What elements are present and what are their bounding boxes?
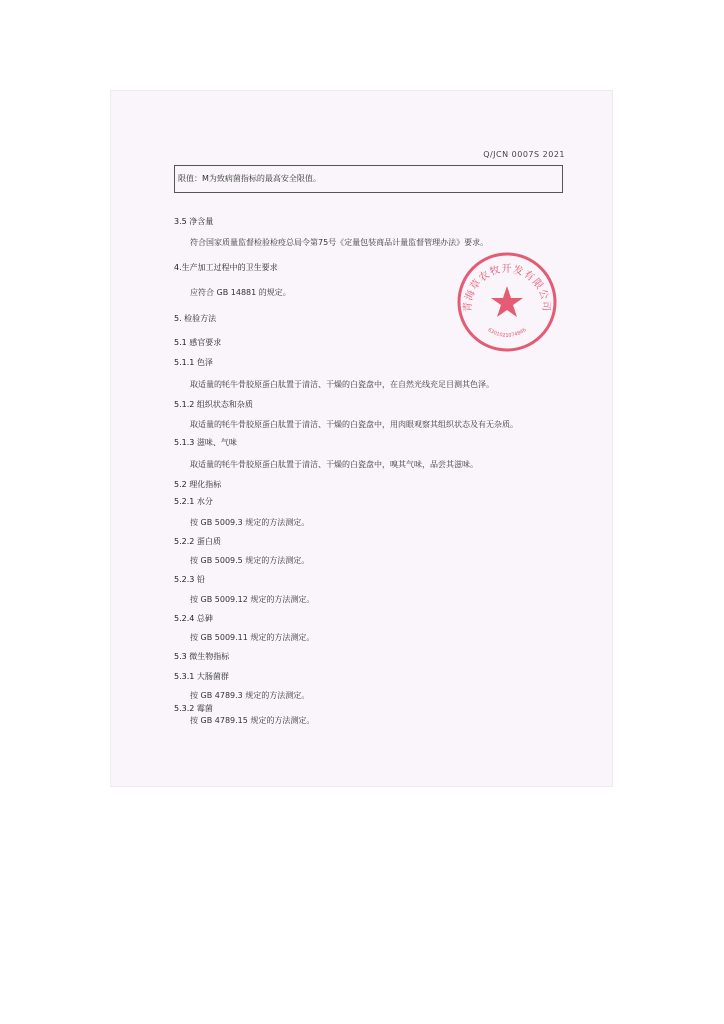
- standard-number: Q/JCN 0007S 2021: [483, 150, 565, 159]
- paragraph: 应符合 GB 14881 的规定。: [190, 288, 291, 297]
- paragraph: 取适量的牦牛骨胶原蛋白肽置于清洁、干燥的白瓷盘中，在自然光线充足目测其色泽。: [190, 380, 494, 389]
- note-text: 限值：M为致病菌指标的最高安全限值。: [178, 174, 321, 183]
- note-box: [174, 165, 563, 193]
- section-5-2-heading: 5.2 理化指标: [174, 480, 222, 489]
- paragraph: 按 GB 5009.12 规定的方法测定。: [190, 595, 315, 604]
- section-5-3-2-heading: 5.3.2 霉菌: [174, 704, 213, 713]
- section-5-2-1-heading: 5.2.1 水分: [174, 497, 213, 506]
- paragraph: 取适量的牦牛骨胶原蛋白肽置于清洁、干燥的白瓷盘中，用肉眼观察其组织状态及有无杂质。: [190, 420, 518, 429]
- section-5-2-3-heading: 5.2.3 铅: [174, 575, 205, 584]
- paragraph: 符合国家质量监督检验检疫总局令第75号《定量包装商品计量监督管理办法》要求。: [190, 238, 489, 247]
- paragraph: 按 GB 5009.5 规定的方法测定。: [190, 556, 310, 565]
- section-4-heading: 4.生产加工过程中的卫生要求: [174, 263, 278, 272]
- paragraph: 按 GB 5009.11 规定的方法测定。: [190, 633, 315, 642]
- section-5-1-2-heading: 5.1.2 组织状态和杂质: [174, 400, 253, 409]
- section-5-1-1-heading: 5.1.1 色泽: [174, 358, 213, 367]
- section-3-5-heading: 3.5 净含量: [174, 217, 214, 226]
- section-5-3-1-heading: 5.3.1 大肠菌群: [174, 672, 229, 681]
- company-seal-stamp: [455, 250, 559, 354]
- paragraph: 按 GB 4789.3 规定的方法测定。: [190, 691, 310, 700]
- section-5-1-3-heading: 5.1.3 滋味、气味: [174, 438, 237, 447]
- paragraph: 按 GB 5009.3 规定的方法测定。: [190, 518, 310, 527]
- section-5-2-4-heading: 5.2.4 总砷: [174, 614, 213, 623]
- section-5-3-heading: 5.3 微生物指标: [174, 652, 230, 661]
- svg-text:青海草农牧开发有限公司: 青海草农牧开发有限公司: [462, 264, 552, 313]
- section-5-heading: 5. 检验方法: [174, 314, 217, 323]
- section-5-1-heading: 5.1 感官要求: [174, 338, 222, 347]
- document-page: [110, 90, 613, 787]
- paragraph: 按 GB 4789.15 规定的方法测定。: [190, 716, 315, 725]
- section-5-2-2-heading: 5.2.2 蛋白质: [174, 537, 221, 546]
- svg-text:6301021074846: 6301021074846: [486, 327, 528, 339]
- paragraph: 取适量的牦牛骨胶原蛋白肽置于清洁、干燥的白瓷盘中，嗅其气味，品尝其滋味。: [190, 460, 478, 469]
